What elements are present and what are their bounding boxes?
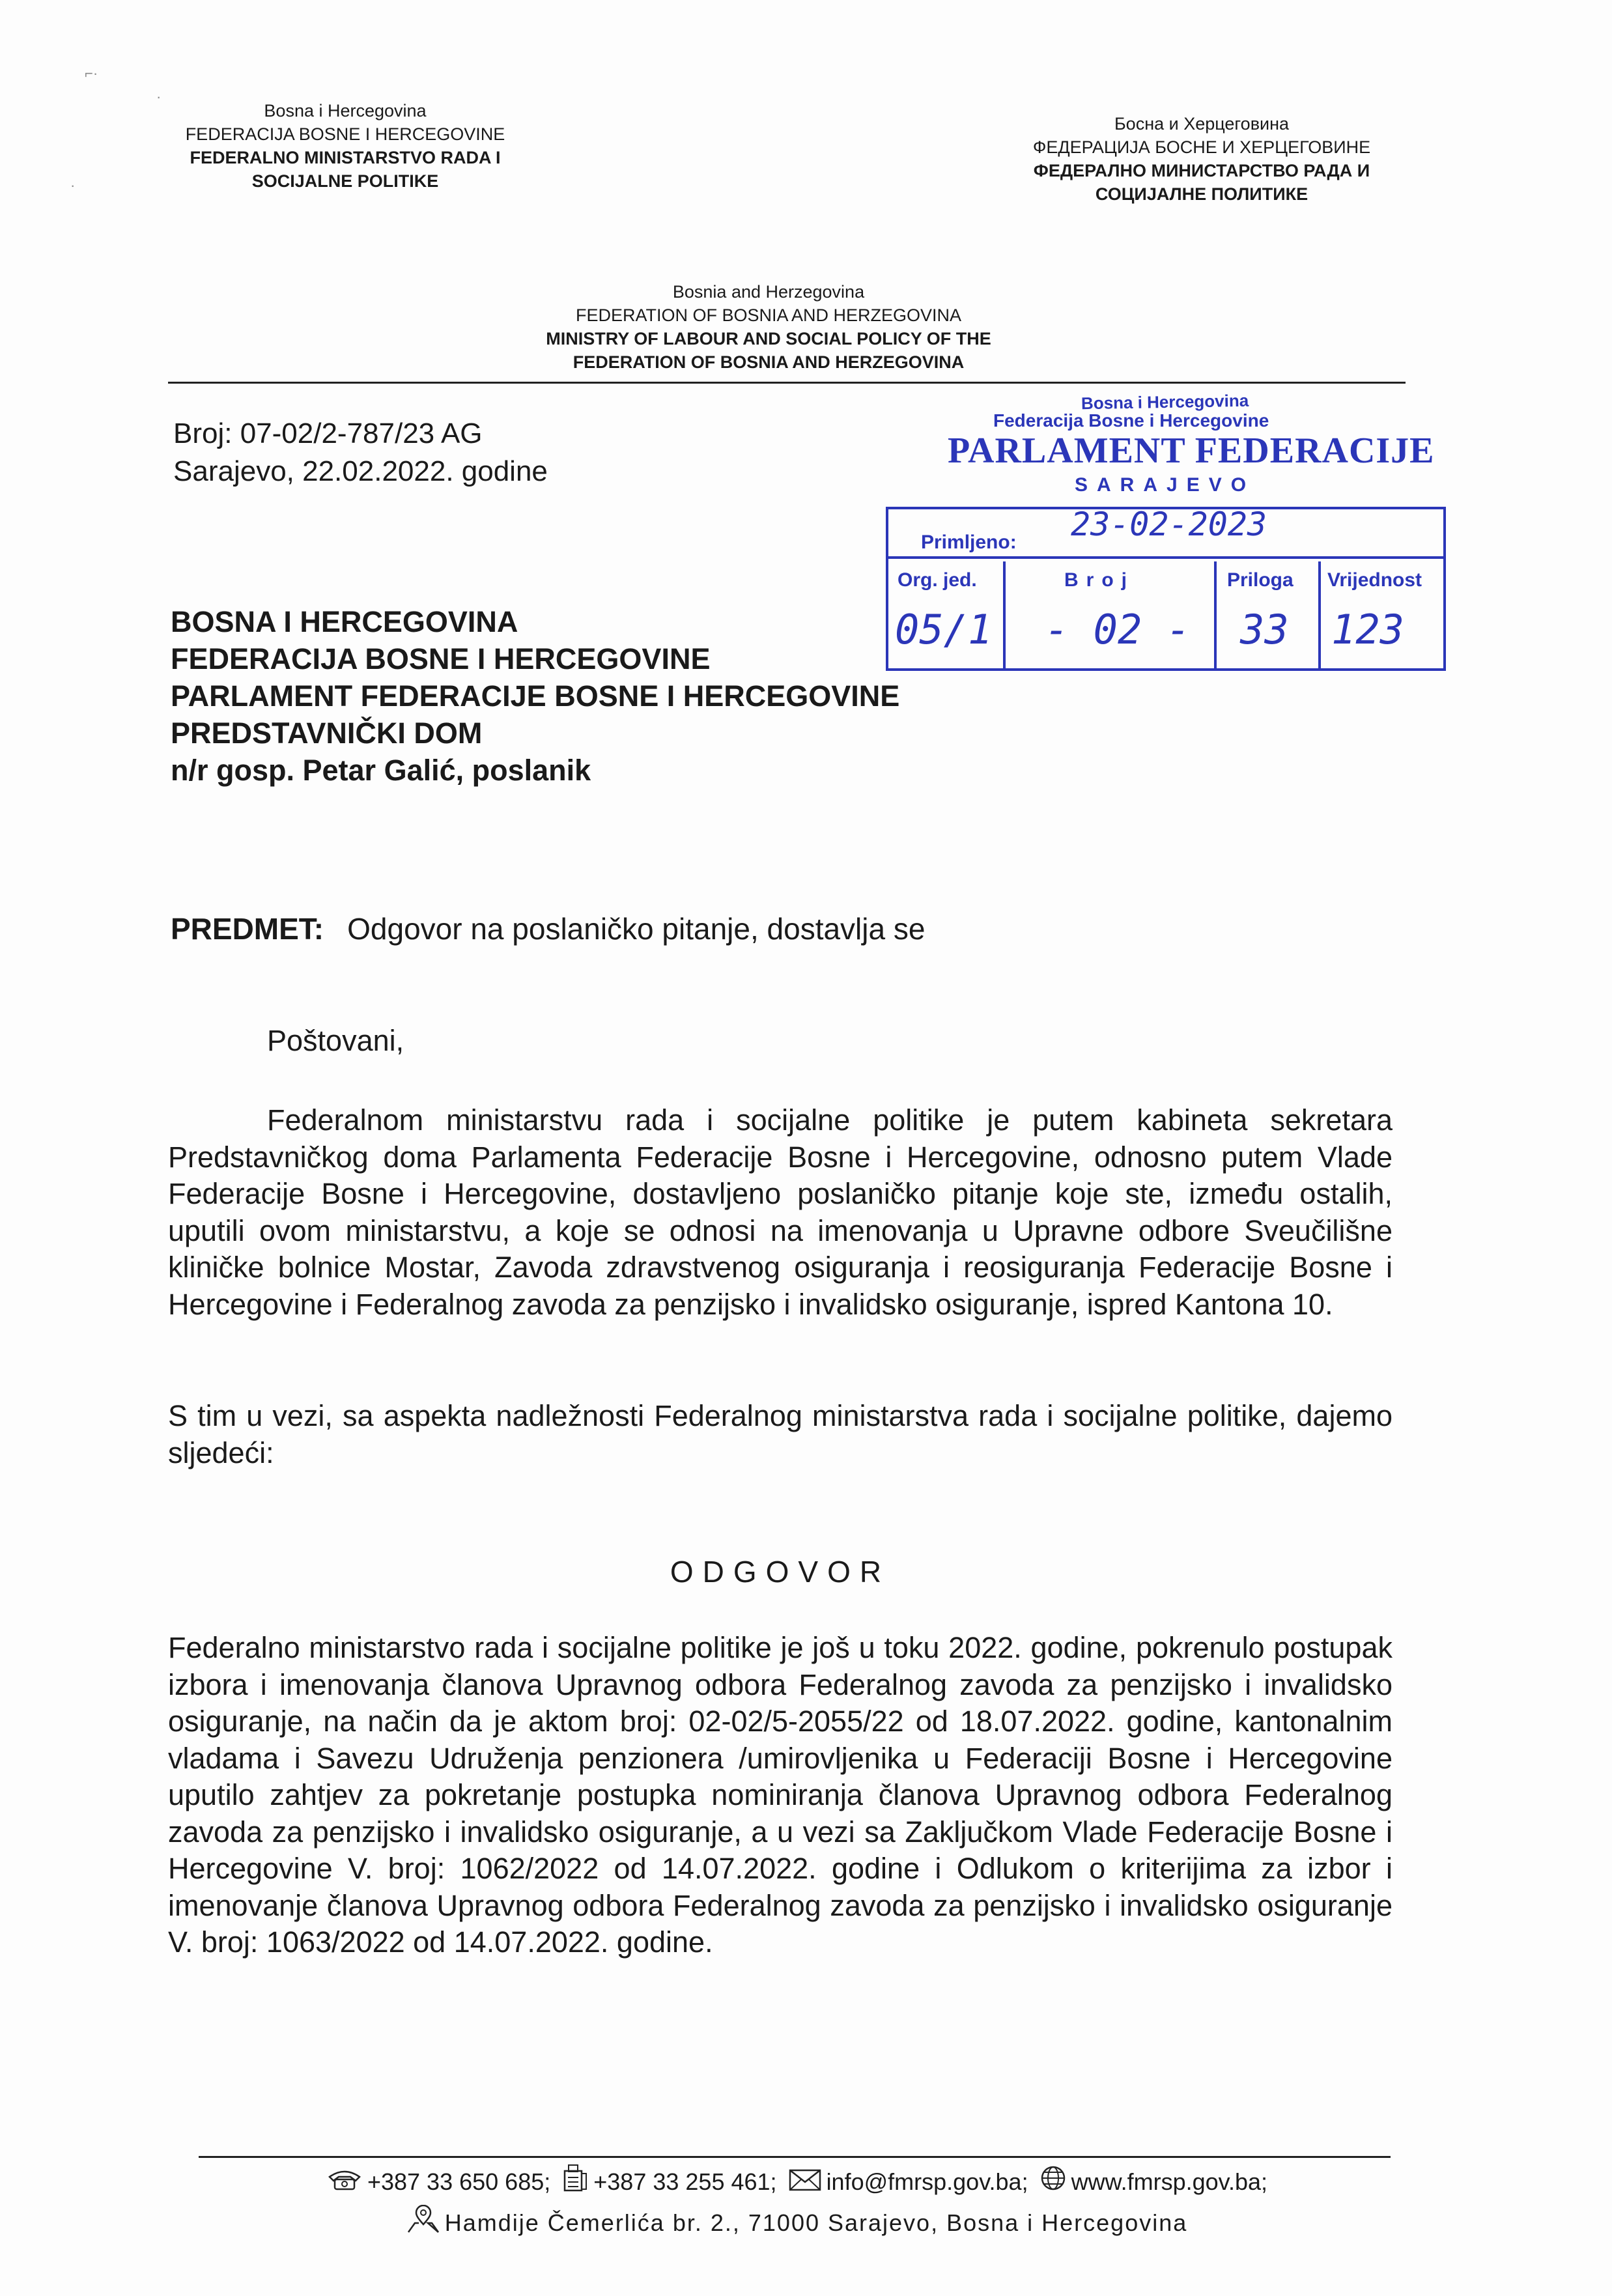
stamp-header-row: [888, 561, 1443, 598]
header-cyrillic-federation: ФЕДЕРАЦИЈА БОСНЕ И ХЕРЦЕГОВИНЕ: [1032, 137, 1371, 157]
scan-mark: ·: [156, 89, 162, 105]
footer-fax: +387 33 255 461;: [593, 2168, 777, 2195]
stamp-col-priloga: Priloga: [1227, 569, 1294, 591]
stamp-country: Bosna i Hercegovina: [1081, 390, 1249, 414]
globe-icon: [1040, 2164, 1066, 2203]
body-paragraph-1: Federalnom ministarstvu rada i socijalne politike je putem kabineta sekretara Predstavničkog doma Parlamenta Federacije Bosne i Hercegovine, odnosno putem Vlade Federacije Bosne i Hercegovine, dostavljeno poslaničko pitanje koje ste, između ostalih, uputili ovom ministarstvu, a koje se odnosi na imenovanja u Upravne odbore Sveučilišne kliničke bolnice Mostar, Zavoda zdravstvenog osiguranja i reosiguranja Federacije Bosne i Hercegovine i Federalnog zavoda za penzijsko i invalidsko osiguranje, ispred Kantona 10.: [168, 1103, 1393, 1321]
header-latin: [127, 99, 563, 193]
subject-label: PREDMET:: [171, 912, 324, 946]
stamp-received-label: Primljeno:: [921, 531, 1017, 553]
stamp-val-org: 05/1: [895, 606, 993, 653]
footer-contacts: [199, 2162, 1391, 2245]
addressee-recipient: n/r gosp. Petar Galić, poslanik: [171, 754, 591, 787]
envelope-icon: [789, 2164, 821, 2203]
header-english-ministry-2: FEDERATION OF BOSNIA AND HERZEGOVINA: [573, 352, 965, 372]
stamp-col-org: Org. jed.: [898, 569, 977, 591]
body-paragraph-3: Federalno ministarstvo rada i socijalne politike je još u toku 2022. godine, pokrenulo postupak izbora i imenovanja članova Upravnog odbora Federalnog zavoda za penzijsko i invalidsko osiguranje, na način da je aktom broj: 02-02/5-2055/22 od 18.07.2022. godine, kantonalnim vladama i Savezu Udruženja penzionera /umirovljenika u Federaciji Bosne i Hercegovine uputilo zahtjev za pokretanje postupka nominiranja članova Upravnog odbora Federalnog zavoda za penzijsko i invalidsko osiguranje, a u vezi sa Zaključkom Vlade Federacije Bosne i Hercegovine V. broj: 1062/2022 od 14.07.2022. godine i Odlukom o kriterijima za izbor i imenovanje članova Upravnog odbora Federalnog zavoda za penzijsko i invalidsko osiguranje V. broj: 1063/2022 od 14.07.2022. godine.: [168, 1631, 1393, 1959]
stamp-val-vrijednost: 123: [1331, 606, 1404, 653]
reference-number: Broj: 07-02/2-787/23 AG: [173, 418, 483, 449]
header-latin-country: Bosna i Hercegovina: [264, 101, 427, 120]
header-cyrillic-country: Босна и Херцеговина: [1114, 114, 1290, 134]
greeting: Poštovani,: [267, 1024, 404, 1057]
footer-email[interactable]: info@fmrsp.gov.ba;: [826, 2168, 1028, 2195]
header-english-federation: FEDERATION OF BOSNIA AND HERZEGOVINA: [575, 305, 962, 325]
stamp-parliament: PARLAMENT FEDERACIJE: [948, 431, 1435, 471]
addressee-country: BOSNA I HERCEGOVINA: [171, 605, 518, 638]
scan-mark: ⌐·: [85, 65, 98, 81]
stamp-table: [886, 507, 1446, 671]
parliament-received-stamp: [886, 391, 1452, 677]
fax-icon: [562, 2163, 588, 2204]
header-cyrillic: [970, 112, 1433, 206]
stamp-col-vrijednost: Vrijednost: [1327, 569, 1422, 591]
stamp-value-row: [888, 598, 1443, 668]
answer-heading: ODGOVOR: [670, 1555, 891, 1589]
stamp-val-broj: - 02 -: [1045, 606, 1191, 653]
stamp-federation: Federacija Bosne i Hercegovine: [993, 410, 1269, 431]
reference-place-date: Sarajevo, 22.02.2022. godine: [173, 455, 548, 487]
body-paragraph-2: S tim u vezi, sa aspekta nadležnosti Federalnog ministarstva rada i socijalne politike, dajemo sljedeći:: [168, 1399, 1393, 1469]
addressee-house: PREDSTAVNIČKI DOM: [171, 716, 483, 750]
header-english: [469, 280, 1068, 374]
footer-address-line: [199, 2204, 1391, 2245]
header-latin-ministry-2: SOCIJALNE POLITIKE: [251, 171, 439, 191]
header-divider: [168, 382, 1406, 384]
addressee-federation: FEDERACIJA BOSNE I HERCEGOVINE: [171, 642, 711, 675]
header-english-ministry: MINISTRY OF LABOUR AND SOCIAL POLICY OF THE: [546, 329, 991, 348]
header-latin-federation: FEDERACIJA BOSNE I HERCEGOVINE: [185, 124, 505, 144]
stamp-city: SARAJEVO: [1075, 474, 1256, 496]
header-latin-ministry: FEDERALNO MINISTARSTVO RADA I: [190, 148, 501, 167]
subject-text: Odgovor na poslaničko pitanje, dostavlja se: [347, 912, 926, 946]
header-cyrillic-ministry: ФЕДЕРАЛНО МИНИСТАРСТВО РАДА И: [1033, 161, 1370, 180]
addressee-block: [171, 603, 899, 789]
footer-divider: [199, 2156, 1391, 2158]
stamp-val-priloga: 33: [1240, 606, 1289, 653]
subject-line: [171, 911, 925, 947]
stamp-received-row: [888, 505, 1443, 559]
footer-website[interactable]: www.fmrsp.gov.ba;: [1071, 2168, 1268, 2195]
stamp-col-broj: Broj: [1064, 569, 1135, 591]
footer-address: Hamdije Čemerlića br. 2., 71000 Sarajevo, Bosna i Hercegovina: [444, 2209, 1188, 2237]
scan-mark: ·: [70, 177, 76, 193]
header-cyrillic-ministry-2: СОЦИЈАЛНЕ ПОЛИТИКЕ: [1095, 184, 1308, 204]
phone-icon: [327, 2164, 362, 2203]
header-english-country: Bosnia and Herzegovina: [672, 282, 865, 302]
footer-contact-line: [199, 2162, 1391, 2204]
location-pin-icon: [407, 2205, 440, 2245]
addressee-parliament: PARLAMENT FEDERACIJE BOSNE I HERCEGOVINE: [171, 679, 900, 713]
stamp-received-date: 23-02-2023: [1071, 505, 1267, 543]
footer-phone: +387 33 650 685;: [367, 2168, 551, 2195]
